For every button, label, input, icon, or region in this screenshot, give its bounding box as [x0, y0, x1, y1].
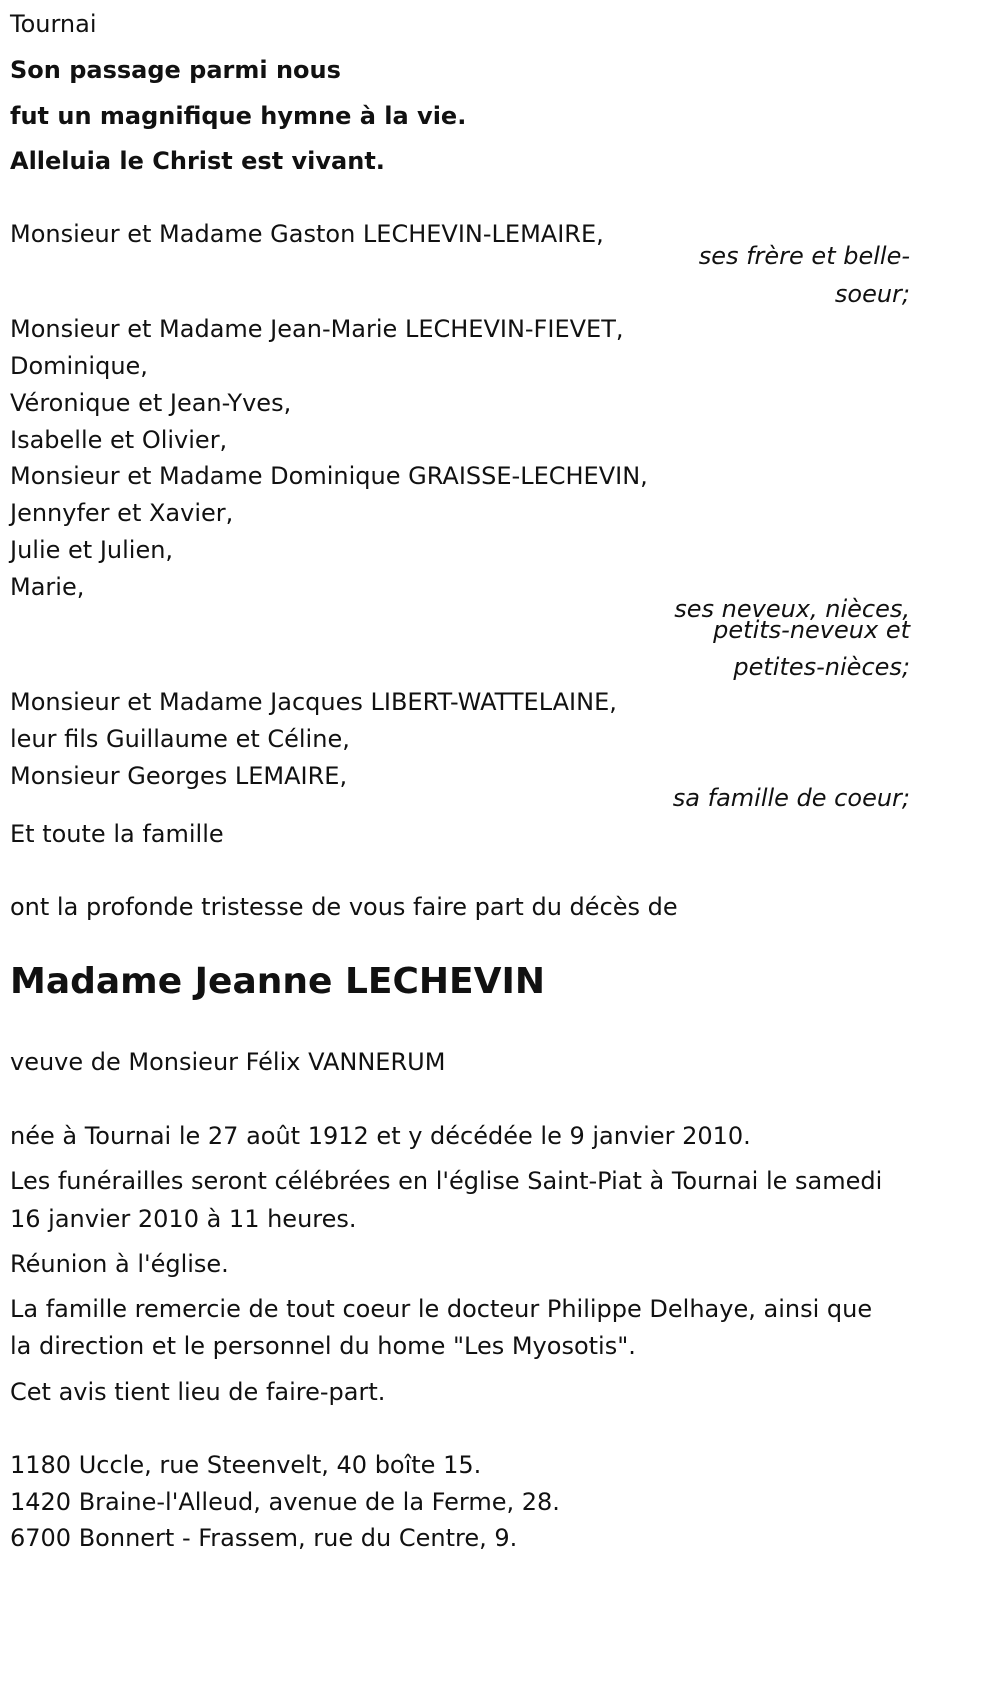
meeting-info: Réunion à l'église. — [10, 1250, 229, 1278]
birth-death: née à Tournai le 27 août 1912 et y décédée le 9 janvier 2010. — [10, 1122, 751, 1150]
family-member: Dominique, — [10, 352, 148, 380]
relation-label: sa famille de coeur; — [672, 784, 910, 812]
relation-label: soeur; — [834, 280, 910, 308]
family-member: Monsieur Georges LEMAIRE, — [10, 762, 348, 790]
family-member: Monsieur et Madame Jacques LIBERT-WATTELAINE, — [10, 688, 617, 716]
family-closing: Et toute la famille — [10, 820, 224, 848]
epigraph-line: Son passage parmi nous — [10, 56, 341, 84]
relation-label: ses frère et belle- — [698, 242, 910, 270]
family-member: Monsieur et Madame Dominique GRAISSE-LECHEVIN, — [10, 462, 648, 490]
relation-label: ses neveux, nièces, — [674, 595, 910, 623]
deceased-name: Madame Jeanne LECHEVIN — [10, 961, 546, 1002]
thanks-text: la direction et le personnel du home "Les Myosotis". — [10, 1332, 636, 1360]
relation-label: petites-nièces; — [733, 653, 910, 681]
family-member: leur fils Guillaume et Céline, — [10, 725, 350, 753]
epigraph-line: fut un magnifique hymne à la vie. — [10, 102, 467, 130]
family-member: Jennyfer et Xavier, — [10, 499, 234, 527]
family-member: Véronique et Jean-Yves, — [10, 389, 292, 417]
family-member: Isabelle et Olivier, — [10, 426, 228, 454]
family-member: Julie et Julien, — [10, 536, 174, 564]
address-line: 1420 Braine-l'Alleud, avenue de la Ferme, 28. — [10, 1488, 560, 1516]
notice-text: Cet avis tient lieu de faire-part. — [10, 1378, 386, 1406]
address-line: 6700 Bonnert - Frassem, rue du Centre, 9. — [10, 1524, 518, 1552]
widow-of: veuve de Monsieur Félix VANNERUM — [10, 1048, 446, 1076]
family-member: Monsieur et Madame Jean-Marie LECHEVIN-FIEVET, — [10, 315, 624, 343]
relation-label: petits-neveux et — [713, 616, 910, 644]
announcement-intro: ont la profonde tristesse de vous faire part du décès de — [10, 893, 678, 921]
family-member: Monsieur et Madame Gaston LECHEVIN-LEMAIRE, — [10, 220, 604, 248]
city-heading: Tournai — [10, 10, 97, 38]
funeral-details: 16 janvier 2010 à 11 heures. — [10, 1205, 357, 1233]
funeral-details: Les funérailles seront célébrées en l'église Saint-Piat à Tournai le samedi — [10, 1167, 883, 1195]
address-line: 1180 Uccle, rue Steenvelt, 40 boîte 15. — [10, 1451, 482, 1479]
thanks-text: La famille remercie de tout coeur le docteur Philippe Delhaye, ainsi que — [10, 1295, 873, 1323]
epigraph-line: Alleluia le Christ est vivant. — [10, 147, 385, 175]
family-member: Marie, — [10, 573, 85, 601]
